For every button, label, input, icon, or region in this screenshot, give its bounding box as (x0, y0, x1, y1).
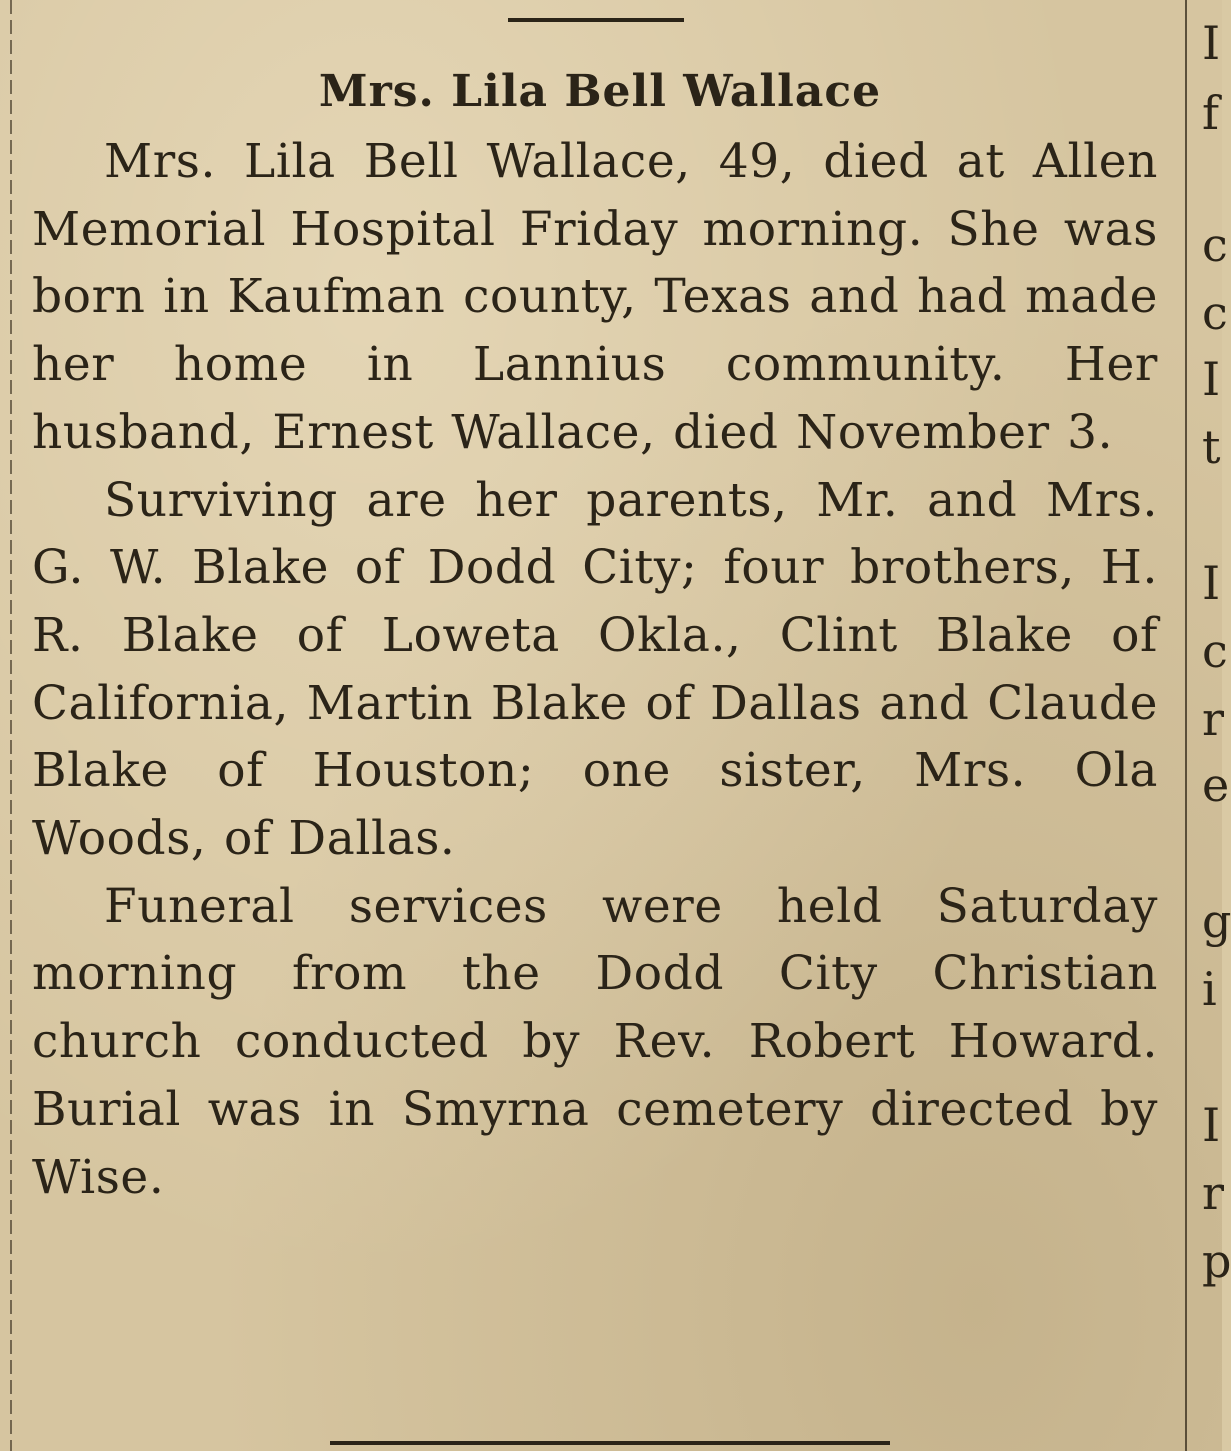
fragment-letter: I (1202, 352, 1221, 406)
fragment-letter: i (1202, 962, 1217, 1016)
fragment-letter: c (1202, 218, 1228, 272)
left-column-rule (10, 0, 12, 1451)
fragment-letter: t (1202, 420, 1221, 474)
obituary-body (32, 128, 1158, 1211)
fragment-letter: r (1202, 692, 1224, 746)
paragraph-death-notice: Mrs. Lila Bell Wallace, 49, died at Allen Memorial Hospital Friday morning. She was born in Kaufman county, Texas and had made her home in Lannius community. Her husband, Ernest Wallace, died November 3. (32, 134, 1158, 460)
right-column-rule (1185, 0, 1187, 1451)
fragment-letter: I (1202, 556, 1221, 610)
fragment-letter: I (1202, 16, 1221, 70)
fragment-letter: I (1202, 1098, 1221, 1152)
fragment-letter: f (1202, 86, 1220, 140)
fragment-letter: g (1202, 894, 1231, 948)
fragment-letter: c (1202, 624, 1228, 678)
fragment-letter: p (1202, 1234, 1231, 1288)
obituary-headline: Mrs. Lila Bell Wallace (318, 66, 882, 117)
adjacent-column-fragment (1196, 0, 1231, 1451)
fragment-letter: e (1202, 758, 1230, 812)
paragraph-survivors: Surviving are her parents, Mr. and Mrs. G. W. Blake of Dodd City; four brothers, H. R. Blake of Loweta Okla., Clint Blake of California, Martin Blake of Dallas and Claude Blake of Houston; one sister, Mrs. Ola Woods, of Dallas. (32, 472, 1158, 867)
paragraph-funeral: Funeral services were held Saturday morning from the Dodd City Christian church conducted by Rev. Robert Howard. Burial was in Smyrna cemetery directed by Wise. (32, 878, 1158, 1205)
bottom-separator-rule (330, 1441, 890, 1445)
fragment-letter: c (1202, 286, 1228, 340)
fragment-letter: r (1202, 1166, 1224, 1220)
top-separator-rule (508, 18, 684, 22)
